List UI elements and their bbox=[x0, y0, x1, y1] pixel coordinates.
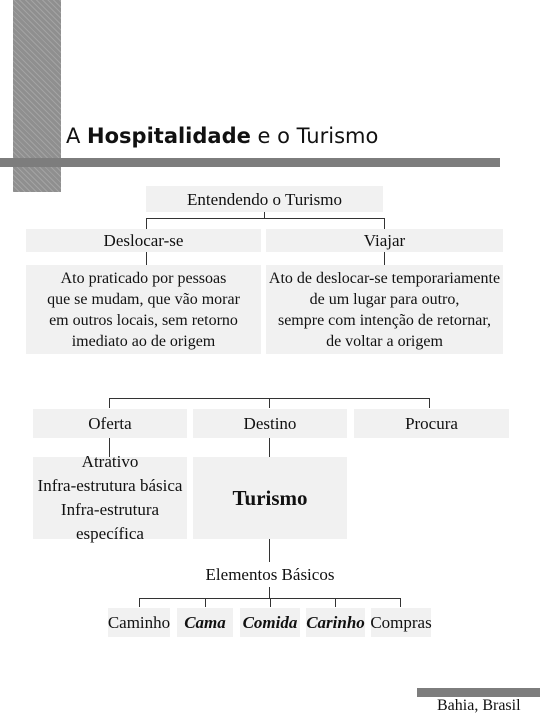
title-underline-rule bbox=[0, 158, 500, 167]
connector bbox=[384, 218, 385, 229]
basic-element-caminho: Caminho bbox=[108, 608, 170, 637]
connector bbox=[400, 598, 401, 607]
connector bbox=[269, 438, 270, 457]
oferta-item: Atrativo bbox=[81, 452, 139, 471]
connector bbox=[270, 598, 271, 607]
connector bbox=[269, 587, 270, 598]
connector bbox=[146, 252, 147, 265]
node-elementos-basicos: Elementos Básicos bbox=[193, 562, 347, 587]
oferta-item: Infra-estrutura específica bbox=[60, 500, 160, 543]
connector bbox=[146, 218, 147, 229]
basic-element-carinho: Carinho bbox=[306, 608, 365, 637]
branch-node-viajar: Viajar bbox=[266, 229, 503, 252]
title-bold-word: Hospitalidade bbox=[87, 124, 251, 148]
description-viajar: Ato de deslocar-se temporariamente de um lugar para outro, sempre com intenção de retornar, de voltar a origem bbox=[266, 265, 503, 354]
root-node: Entendendo o Turismo bbox=[146, 186, 383, 212]
connector bbox=[335, 598, 336, 607]
footer-location: Bahia, Brasil bbox=[437, 697, 521, 714]
connector bbox=[109, 398, 110, 408]
node-destino: Destino bbox=[193, 409, 347, 438]
connector bbox=[269, 539, 270, 562]
center-node-turismo: Turismo bbox=[193, 457, 347, 539]
connector bbox=[139, 598, 140, 607]
connector bbox=[269, 398, 270, 408]
connector bbox=[205, 598, 206, 607]
slide-title: A Hospitalidade e o Turismo bbox=[66, 124, 379, 148]
connector bbox=[429, 398, 430, 408]
connector bbox=[384, 252, 385, 265]
node-oferta: Oferta bbox=[33, 409, 187, 438]
description-deslocar: Ato praticado por pessoas que se mudam, que vão morar em outros locais, sem retorno imediato ao de origem bbox=[26, 265, 261, 354]
oferta-items-box bbox=[33, 452, 187, 543]
node-procura: Procura bbox=[354, 409, 509, 438]
footer-rule bbox=[417, 688, 540, 697]
branch-node-deslocar: Deslocar-se bbox=[26, 229, 261, 252]
basic-element-comida: Comida bbox=[240, 608, 300, 637]
oferta-item: Infra-estrutura básica bbox=[37, 476, 183, 495]
basic-element-cama: Cama bbox=[177, 608, 233, 637]
connector bbox=[146, 218, 385, 219]
basic-element-compras: Compras bbox=[371, 608, 431, 637]
